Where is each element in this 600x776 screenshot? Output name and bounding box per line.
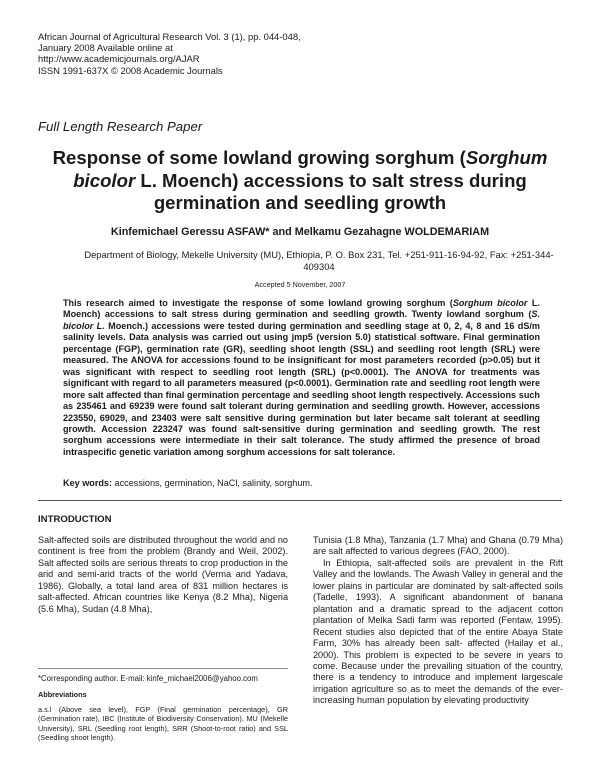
abstract-italic-1: Sorghum bicolor	[452, 298, 528, 308]
abstract-text-2: L. Moench) accessions to salt stress during germination and seedling growth. Twenty lowland sorghum (	[63, 298, 541, 320]
abbreviations-text: a.s.l (Above sea level), FGP (Final germination percentage), GR (Germination rate), IBC (Institute of Biodiversity Conservation), MU (Mekelle University), SRL (Seedling root length), SRR (Shoot-to-root ratio) and SSL (Seedling shoot length).	[38, 705, 288, 743]
journal-url: http://www.academicjournals.org/AJAR	[38, 53, 200, 65]
keywords-label: Key words:	[63, 478, 113, 488]
title-line-3: germination and seedling growth	[153, 192, 447, 213]
accepted-date: Accepted 5 November, 2007	[254, 280, 346, 289]
introduction-left-column: Salt-affected soils are distributed throughout the world and no continent is free from the problem (Brandy and Weil, 2002). Salt affected soils are serious threats to crop production in the arid and semi-arid tracts of the world (Verma and Yadava, 1986). Globally, a total land area of 831 million hectares is salt-affected. African countries like Kenya (8.2 Mha), Nigeria (5.6 Mha), Sudan (4.8 Mha),	[38, 535, 288, 614]
abstract	[63, 298, 540, 458]
title-italic-species: bicolor	[73, 169, 136, 191]
paper-title	[30, 147, 570, 215]
title-italic-genus: Sorghum	[465, 147, 548, 168]
affiliation: Department of Biology, Mekelle University (MU), Ethiopia, P. O. Box 231, Tel. +251-911-16-94-92, Fax: +251-344-409304	[84, 249, 554, 272]
title-line-2-text: L. Moench) accessions to salt stress during	[135, 169, 527, 191]
abstract-text-1: This research aimed to investigate the response of some lowland growing sorghum (	[63, 298, 453, 308]
abstract-italic-2: S. bicolor L.	[63, 309, 540, 331]
abbreviations-heading: Abbreviations	[38, 690, 87, 699]
title-line-2	[30, 170, 570, 193]
journal-citation: African Journal of Agricultural Research Vol. 3 (1), pp. 044-048,	[38, 31, 301, 42]
paper-type: Full Length Research Paper	[38, 119, 203, 134]
corresponding-author-footnote: *Corresponding author. E-mail: kinfe_michael2006@yahoo.com	[38, 674, 258, 683]
abstract-text-3: Moench.) accessions were tested during germination and seedling stage at 0, 2, 4, 8 and 16 dS/m salinity levels. Data analysis was carried out using jmp5 (version 5.0) statistical software. Final germination percentage (FGP), germination rate (GR), seedling shoot length (SSL) and seedling root length (SRL) were measured. The ANOVA for accessions found to be insignificant for most parameters recorded (p>0.05) but it was significant with respect to seedling root length (SRL) (p<0.0001). The ANOVA for treatments was significant with regard to all parameters measured (p<0.0001). Germination rate and seedling root length were more salt affected than final germination percentage and seedling shoot length respectively. Accessions such as 235461 and 69239 were found salt tolerant during germination and seedling growth. However, accessions 223550, 69029, and 23403 were salt sensitive during germination but later became salt tolerant at seedling growth. Accession 223247 was found salt-sensitive during germination and seedling growth. The rest sorghum accessions were intermediate in their salt tolerance. The study affirmed the presence of broad intraspecific genetic variation among sorghum accessions for salt tolerance.	[63, 320, 540, 457]
title-line-1-text: Response of some lowland growing sorghum (	[52, 147, 466, 168]
authors: Kinfemichael Geressu ASFAW* and Melkamu Gezahagne WOLDEMARIAM	[110, 226, 490, 238]
section-divider	[38, 500, 562, 501]
keywords	[63, 478, 540, 488]
intro-paragraph-2: In Ethiopia, salt-affected soils are prevalent in the Rift Valley and the lowlands. The Awash Valley in general and the lower plains in particular are dominated by salt-affected soils (Tadelle, 1993). A significant abandonment of banana plantation and a dramatic spread to the adjacent cotton plantation of Melka Sadi farm was reported (Fentaw, 1995). Recent studies also depicted that of the entire Abaya State Farm, 30% has already been salt- affected (Hailay et al., 2000). This problem is expected to be severe in years to come. Because under the prevailing situation of the country, there is a tendency to introduce and implement largescale irrigation agriculture so as to meet the demands of the ever-increasing human population by elevating productivity	[313, 557, 563, 706]
journal-issn: ISSN 1991-637X © 2008 Academic Journals	[38, 64, 223, 76]
introduction-heading: INTRODUCTION	[38, 514, 112, 525]
introduction-right-column	[313, 535, 563, 707]
journal-date: January 2008 Available online at	[38, 42, 173, 54]
keywords-text: accessions, germination, NaCl, salinity, sorghum.	[112, 478, 313, 488]
footnote-divider	[38, 668, 288, 669]
title-line-1	[30, 147, 570, 170]
journal-header	[38, 31, 368, 76]
intro-paragraph-1-continued: Tunisia (1.8 Mha), Tanzania (1.7 Mha) and Ghana (0.79 Mha) are salt affected to various degrees (FAO, 2000).	[313, 535, 563, 557]
